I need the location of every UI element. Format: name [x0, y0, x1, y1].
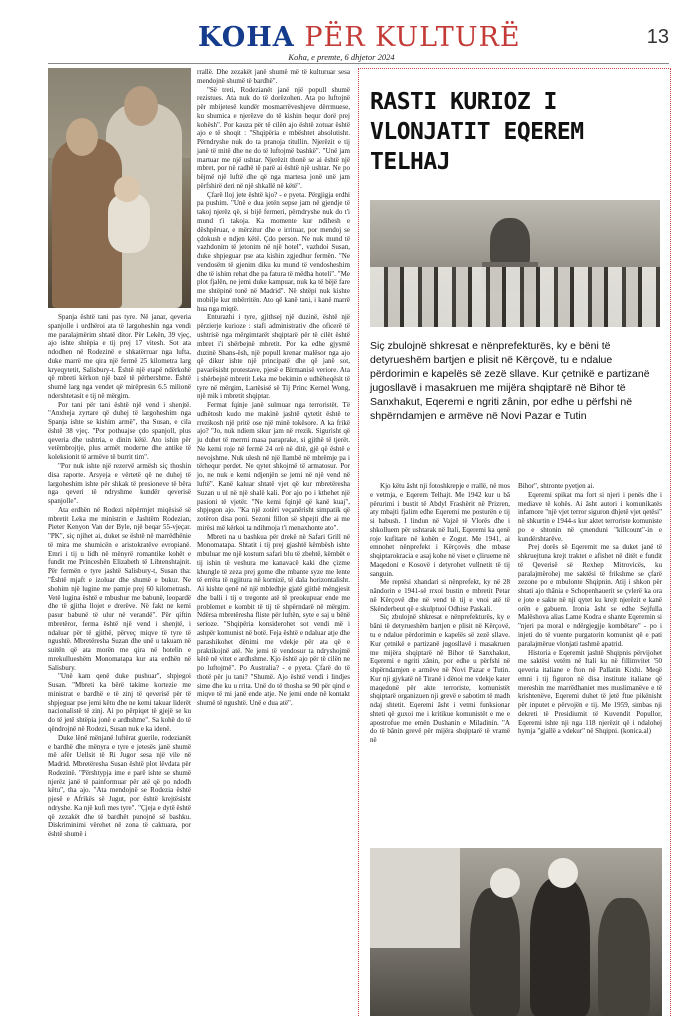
feature-headline: RASTI KURIOZ I VLONJATIT EQEREM TELHAJ — [370, 89, 584, 175]
paragraph: Enturazhi i tyre, gjithsej një duzinë, është një përzierje kurioze : stafi administrativ dhe oficerë të ushtrisë nga mërgimtarët shqiptarë për të cilët është mbret i'i shërbejnë mbretit. Por ka edhe gjysmë duzinë Shans-ësh, një popull krenar malësor nga ajo që dikur ishte një principatë dhe që janë sot, pavarësisht protestave, pjesë e Birmanisë veriore. Ata i shërbejnë mbretit Leka me bekimin e udhëheqësit të tyre në mërgim, Lartësisë së Tij Princ Kernel Wong, një mik i mbretit shqiptar. — [197, 313, 350, 401]
paragraph: Siç zbulojnë shkresat e nënprefekturës, ky e bâni të detyrueshëm bartjen e plisit në Kërçovë, tu e ndalue përdorimin e kapelës së zezë sllave. Kur çetnikë e partizanë jugosllavë i masakruen me mijëra shqiptarë në Bihor të Sanxhakut, Eqeremi e ngriti zânin, por edhe u përfshi në shpërndamjen e armëve në Novi Pazar e Tutin. Kur nji gjykatë në Tiranë i dënoi me vdekje kater maqedonë për akte terroriste, komunistët shqiptarë organizuen nji grevë e sabotim të madh ndaj shtetit. Eqeremi âsht i vetmi funksionar shteti që guxoi me i kritikue komunistët e me e apostrofue me emën Dushanin e Miladinin. "A do të bânin grevë për mijëra shqiptarë të vramë në — [370, 613, 510, 745]
paragraph: Fermat fqinje janë sulmuar nga terroristët. Të udhëtosh kudo me makinë jashtë qytetit është te rrezikosh një pritë ose një minë tokësore. A ka frikë ajo? "Jo, nuk ndiem sikur jam në rrezik. Sigurisht që ju duhet të merrni masa paraprake, si gjithë të tjerët. Ne kemi roje në fermë 24 orë në ditë, gjë që është e nevojshme. Nuk ulesh në një llambë në mbrëmje pa i tërhequr perdet. Ne qytet shkojmë të armatosur. Por jo, ne nuk e kemi ndjenjën se jemi në një vend në luftë". Kanë kaluar shtatë vjet që kur mbretëresha Suzan u ul në një shalë kali. Por ajo po i kthehet një pasioni të vjetër. "Ne kemi fqinjë që kanë kuaj", shpjegon ajo. "Ka një zotëri veçanërisht simpatik që zotëron disa poni. Sezoni fillon së shpejti dhe ai me mirësi më kërkoi ta ndihmoja t'i menaxhonte ato". — [197, 401, 350, 532]
brand-logo — [198, 22, 521, 53]
feature-column-2 — [518, 482, 662, 736]
paragraph: Historia e Eqeremit jashtë Shqipnis përvijohet me saktësi vetëm në Itali ku në fillimvitet '50 qeveria italiane e fton në Pallatin Kixhi. Meqë emni i tij figuron në disa institute italiane që mereshin me marrëdhaniet mes muslimanëve e të krishtenëve, Eqeremi duhet të jetë ftue pikënisht për inputet e përvojën e tij. Me 1959, simbas nji dekreti të Presidiumit të Kuvendit Popullor, Eqeremi ishte nji nga 118 njerëzit që i ndalohej hymja "gjallë a vdekur" në Shqipni. (konica.al) — [518, 648, 662, 736]
people-photo — [370, 848, 662, 1016]
paragraph: Çfarë lloj jete është kjo? - e pyeta. Përgjigja erdhi pa pushim. "Unë e dua jetën sepse jam në gjendje të takoj njerëz që, si bijë fermeri, përndryshe nuk do t'i mund t'i takoja. Ka momente kur ndihesh e dëshpëruar, e mërzitur dhe e irrituar, por mendoj se çdokush e ndjen këtë. Çdo person. Ne nuk mund të vazhdonim të jetonim në një hotel", vazhdoi Susan, duke shpjeguar pse ata kishin zgjedhur fermën. "Ne vendosëm të gjenim diku ku mund të vendosheshim dhe të ishim rehat dhe pa fatura të mëdha hoteli". "Me plot fjalën, ne jemi duke kampuar, nuk ka të bëjë fare me shtëpinë tonë në Madrid". Në shtëpi nuk kishte mobilje kur mbërritën. Ato që kanë tani, i kanë marrë hua nga miqtë. — [197, 190, 350, 313]
feature-column-1 — [370, 482, 510, 745]
brand-per-kulture: PËR KULTURË — [304, 22, 521, 53]
paragraph: "Unë kam qenë duke pushuar", shpjegoi Susan. "Mbreti ka bërë takime kortezie me ministrat e bardhë e të zinj të qeverisë për të shpjeguar pse jemi këtu dhe ne kemi takuar liderët nacionalistë të zinj. Ai po përpiqet të gjejë se ku do të jetë shtëpia jonë e ardhshme". Sa kohë do të qëndrojnë në Rodezi, Susan nuk e kа idenë. — [48, 672, 191, 733]
paragraph: Kjo këtu âsht nji fotoshkrepje e rrallë, në mos e vetmja, e Eqerem Telhajt. Me 1942 kur u bâ përurimi i bustit të Abdyl Frashërit në Prizren, aty mbajti fjalim edhe Eqeremi me posturën e tij si babush. I lindun në Vajzë të Vlorës dhe i shkolluem për ushtarak në Itali, Eqeremi ka qenë roje kufitare në kohën e Zogut. Me 1941, ai emnohet nënprefekt i Kërçovës dhe mbase shqiptarokracia e asaj kohe në viset e çlirueme në Maqedoni e Kosovë i detyrohet vullnetit të tij sanguin. — [370, 482, 510, 578]
page-number: 13 — [646, 26, 669, 48]
article-column-2 — [197, 68, 350, 708]
paragraph: Duke lënë mënjanë luftërat guerile, rodezianët e bardhë dhe mënyra e tyre e jetesës janë shumë më afër Uellsit të Ri Jugor sesa një vile në Madrid. Mbretëresha Susan është plot lëvdata për Rodezinë. "Përshtypja ime e parë ishte se shumë njerëz janë të painformuar për atë që po ndodh këtu", tha ajo. "Ata mendojnë se Rodezia është pjesë e Afrikës së Jugut, por është krejtësisht ndryshe. Ka një kufi mes tyre". "Çjeja e dytë është që zezakët dhe të bardhët punojnë së bashku. Diskriminimi vërehet në zona të caktuara, por është shumë i — [48, 733, 191, 839]
paragraph: Me reptësi xhandari si nënprefekt, ky në 28 nândorin e 1941-së rrxoi bustin e mbretit Petar në Kërçovë dhe në vend të tij e vnoi atë të Skënderbeut që e skulptuoi Odhise Paskali. — [370, 578, 510, 613]
brand-koha: KOHA — [198, 22, 295, 53]
paragraph: Bihor", shtronte pyetjen ai. — [518, 482, 595, 490]
paragraph: Ata erdhën në Rodezi nëpërmjet miqësisë së mbretit Leka me ministrin e Jashtëm Rodezian, Pieter Kenyon Van der Byle, një beqar 55-vjeçar. "PK", siç njihet ai, duket se është në marrëdhënie të mira me shumicën e aristokratëve evropianë. Emri i tij u lidh në mënyrë romantike kohët e fundit me Princeshën Elizabeth të Lihtenshtajnit. Për fermën e tyre jashtë Salisbury-t, Susan tha: "Është mjaft e izoluar dhe shumë e bukur. Ne shohim një lugine me pamje prej 60 kilometrash. Vetë lugina është e mbushur me babunë, leopardë dhe të gjitha llojet e drerëve. Në fakt ne kemi pasur babunë të ulur në verandë". Për qiftin mbretëror, ferma është një vend i shenjtë, i ndaluar për të gjithë, përveç miqve të tyre të ngushtë. Mbretëresha Suzan dhe unë u takuam në suitën që ata morën me qira në hotelin e mrekullueshëm Monomatapa kur ata erdhën në Salisbury. — [48, 505, 191, 672]
paragraph: Por tani për tani është një vend i shenjtë. "Anxheja zyrtare që duhej të largoheshim nga Spanja ishte se kishim armë", tha Susan, e cila është 38 vjeç. "Por pothuajse çdo spanjoll, plus qeveria dhe ushtria, e dinin këtë. Ato ishin për vetëmbrojtje, plus armët moderne dhe antike të koleksionit të armëve të burrit tim". — [48, 400, 191, 462]
paragraph: "Së treti, Rodezianët janë një popull shumë rezistues. Ata nuk do të dorëzohen. Ata po luftojnë për mbijetesë kundër mosmarrëveshjeve dërrmuese, ku shumica e njerëzve do të kishin hequr dorë prej kohësh". Por kauza për të cilën ajo është zotuar është ajo e të shoqit : "Shqipëria e mbështet absolutisht. Përndryshe nuk do ta pranoja titullin. Njerëzit e tij janë të mitë dhe ne do të luftojmë bashkë". "Unë jam martuar me një ushtar. Njerëzit thonë se ai është një mbret, por në radhë të parë ai është një ushtar. Ne po bëjmë një luftë dhe që nga martesa jonë unë jam përfshirë deri në një shkallë në këtë". — [197, 85, 350, 190]
paragraph: Prej dorës së Eqeremit me sa duket janë të shkruejtuna krejt traktet e afishet në ditët e fundit të Qeverisë së Rexhep Mitrovicës, ku paralajmërohej me saktësi të frikshme se çfarë zezone po e mbulonte Shqipnin. Atij i shkon për shtati ajo thânia e Schopenhauerit se çvlerë ka ora e jote e sakte në nji qytet ku krejt njerëzit e kanë orën e gabuem. Ironia âsht se edhe Sejfulla Malëshova alias Lame Kodra e shante Eqeremin si "njeri pa moral e ndërgjegjje kombëtare" - po i injeti do të vuente purgatorin komunist që e pati paralajmëruе vlonjati tashmë apatrid. — [518, 543, 662, 648]
paragraph: Spanja është tani pas tyre. Në janar, qeveria spanjolle i urdhëroi ata të largoheshin nga vendi me paralajmërim shtatë ditor. Për Lekën, 39 vjeç, ajo ishte shtëpia e tij prej 17 vitesh. Sot ata ndodhen në Rodezinë e shkatërruar nga lufta, duke marrë me qira një fermë 25 kilometra larg kryeqytetit, Salisbury-t. Është një etapë ndërkohë që mbreti kërkon një bazë të përhershme. Është shumë larg nga vendet që mirëpresin 6.5 milionë ndershtetasit e tij në mërgim. — [48, 313, 191, 400]
masthead — [0, 0, 683, 62]
paragraph: Eqeremi spikat ma fort si njeri i penës dhe i mediave të kohës. Ai âsht autori i komunikatës infamore "një vjet terror siguron dhjetë vjet qetësi" në shkurtin e 1944-s kur aktet terroriste komuniste po e shtonin në çmenduni "killcount"-in e kundërshtarëve. — [518, 490, 662, 543]
feature-caption: Siç zbulojnë shkresat e nënprefekturës, ky e bëni të detyrueshëm bartjen e plisit në Kërçovë, tu e ndalue përdorimin e kapelës së zezë sllave. Kur çetnikë e partizanë jugosllavë i masakruen me mijëra shqiptarë në Bihor të Sanxhakut, Eqeremi e ngriti zânin, por edhe u përfshi në shpërndamjen e armëve në Novi Pazar e Tutin — [370, 340, 650, 422]
article-column-1 — [48, 313, 191, 839]
family-photo — [48, 68, 191, 308]
masthead-rule — [48, 63, 669, 64]
paragraph: Mbreti na u bashkua për drekë në Safari Grill në Monomatapa. Shtatit i tij prej gjashtë këmbësh ishte mbuluar me një kostum safari blu të zbehtë, këmbët e tij ishin të veshura me kanavacë kaki dhe çizme khungle të zeza prej gome dhe mbante syze me lente të errëta të ngjitura në kornizë, të dala horizontalisht. Ai kishte qenë në një mbledhje gjatë gjithë mëngjesit dhe balli i tij e tregonte atë të preokupuar ende me problemet e kombit të tij të shpërndarë në mërgim. Ndërsa mbretëresha fliste për luftën, syte e saj u bënë serioze. "Shqipëria konsiderohet sot vendi më i ashpër komunist në botë. Feja është e ndaluar atje dhe parashikohet dënimi me vdekje për ata që e praktikojnë atë. Ne jemi të vendosur ta ndryshojmë këtë në vitet e ardhshme. Kjo është ajo për të cilën ne po luftojmë". Po Australia? - e pyeta. Çfarë do të thotë për ju tani? "Shumë. Ajo është vendi i lindjes sime dhe ku u rrita. Unë do të thosha se 90 për qind e miqve të mi janë ende atje. Ne jemi ende në kontakt shumë të ngushtë. Unë e dua atë". — [197, 532, 350, 708]
paragraph: rrallë. Dhe zezakët janë shumë më të kulturuar sesa mendojnë shumë të bardhë". — [197, 68, 350, 85]
dateline: Koha, e premte, 6 dhjetor 2024 — [288, 52, 395, 62]
bust-ceremony-photo — [370, 200, 660, 327]
paragraph: "Por nuk ishte një rezervë armësh siç thoshin disa raporte. Arsyeja e vërtetë që ne duhej të largoheshim ishte për shkak të presioneve të bëra nga qeveri të ndryshme kundër qeverisë spanjolle". — [48, 462, 191, 506]
